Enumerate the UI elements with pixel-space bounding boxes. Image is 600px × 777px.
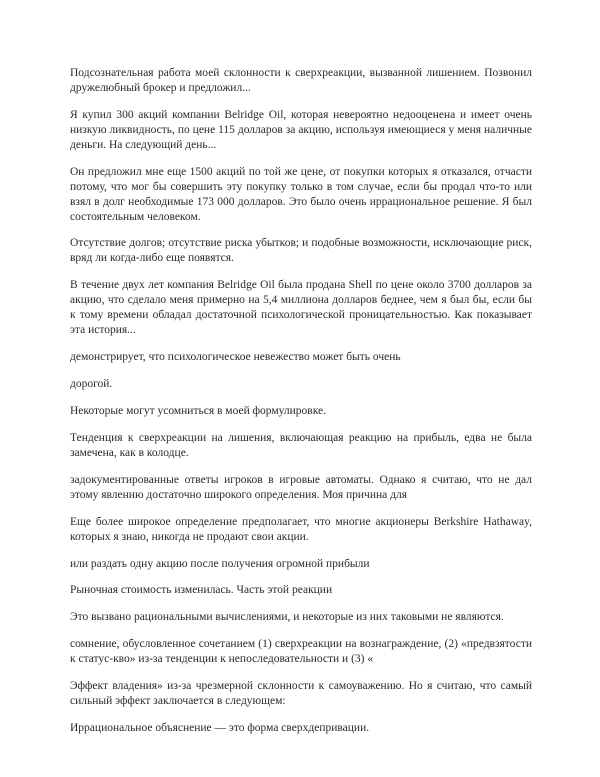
paragraph: Иррациональное объяснение — это форма сверхдепривации. <box>70 722 370 735</box>
paragraph: Некоторые могут усомниться в моей формулировке. <box>70 404 327 417</box>
paragraph: дорогой. <box>70 378 113 390</box>
paragraph: Я купил 300 акций компании Belridge Oil, которая невероятно недооценена и имеет очень низкую ликвидность, по цене 115 долларов за акцию, используя имеющиеся у меня наличные деньги. На следующий день... <box>70 108 532 151</box>
paragraph: демонстрирует, что психологическое невежество может быть очень <box>70 351 401 364</box>
paragraph: Отсутствие долгов; отсутствие риска убытков; и подобные возможности, исключающие риск, вряд ли когда-либо еще появятся. <box>70 237 532 265</box>
paragraph: Это вызвано рациональными вычислениями, и некоторые из них таковыми не являются. <box>70 611 504 624</box>
paragraph: задокументированные ответы игроков в игровые автоматы. Однако я считаю, что не дал этому явлению достаточно широкого определения. Моя причина для <box>70 473 532 501</box>
paragraph: Эффект владения» из-за чрезмерной склонности к самоуважению. Но я считаю, что самый сильный эффект заключается в следующем: <box>70 680 532 708</box>
paragraph: сомнение, обусловленное сочетанием (1) сверхреакции на вознаграждение, (2) «предвзятости к статус-кво» из-за тенденции к непоследовательности и (3) « <box>70 638 532 666</box>
paragraph: Тенденция к сверхреакции на лишения, включающая реакцию на прибыль, едва не была замечена, как в колодце. <box>70 431 532 459</box>
paragraph: Рыночная стоимость изменилась. Часть этой реакции <box>70 584 333 597</box>
paragraph: Подсознательная работа моей склонности к сверхреакции, вызванной лишением. Позвонил дружелюбный брокер и предложил... <box>70 67 532 94</box>
paragraph: или раздать одну акцию после получения огромной прибыли <box>70 557 370 570</box>
paragraph: Он предложил мне еще 1500 акций по той же цене, от покупки которых я отказался, отчасти потому, что мог бы совершить эту покупку только в том случае, если бы продал что-то или взял в долг необходимые 173 000 долларов. Это было очень иррациональное решение. Я был состоятельным человеком. <box>70 165 532 223</box>
paragraph: Еще более широкое определение предполагает, что многие акционеры Berkshire Hathaway, которых я знаю, никогда не продают свои акции. <box>70 515 532 543</box>
paragraph: В течение двух лет компания Belridge Oil была продана Shell по цене около 3700 долларов за акцию, что сделало меня примерно на 5,4 миллиона долларов беднее, чем я был бы, если бы к тому времени обладал достаточной психологической проницательностью. Как показывает эта история... <box>70 279 532 337</box>
